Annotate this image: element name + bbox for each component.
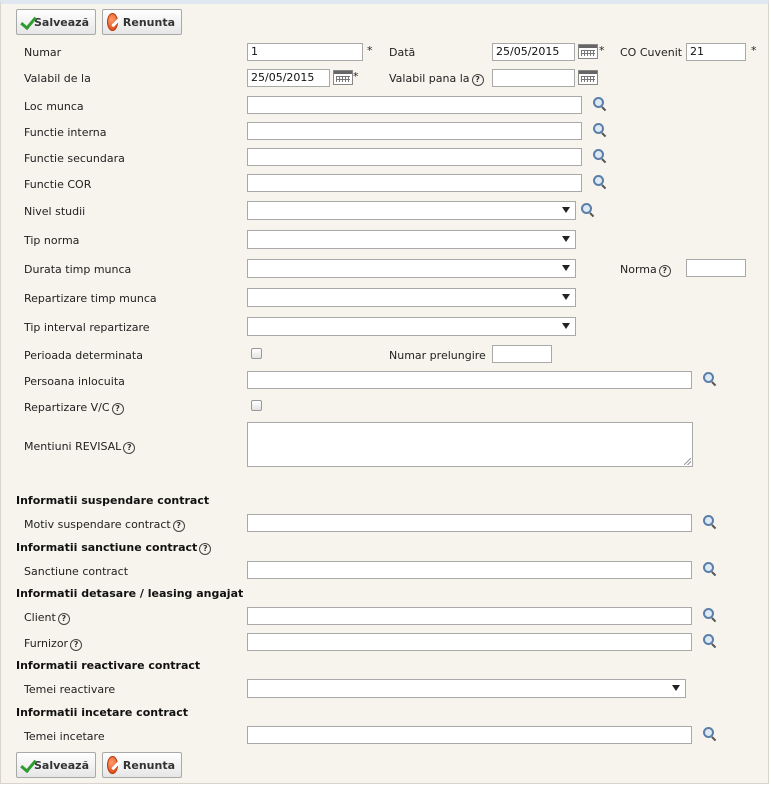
cancel-button-label: Renunta bbox=[122, 758, 175, 772]
cancel-button-top[interactable] bbox=[102, 9, 182, 35]
sanctiune-contract-input[interactable] bbox=[247, 561, 692, 579]
norma-text: Norma bbox=[620, 263, 657, 276]
persoana-inlocuita-label: Persoana inlocuita bbox=[24, 375, 125, 388]
temei-reactivare-label: Temei reactivare bbox=[24, 683, 116, 696]
help-icon[interactable]: ? bbox=[70, 639, 82, 651]
search-icon-functie-secundara[interactable] bbox=[593, 149, 607, 163]
valabil-pana-la-text: Valabil pana la bbox=[389, 72, 470, 85]
tip-interval-repartizare-select[interactable] bbox=[247, 317, 576, 336]
repartizare-vc-label bbox=[24, 401, 124, 415]
client-text: Client bbox=[24, 611, 56, 624]
sanctiune-contract-label: Sanctiune contract bbox=[24, 565, 129, 578]
cancel-button-bottom[interactable] bbox=[102, 752, 182, 778]
mentiuni-revisal-text: Mentiuni REVISAL bbox=[24, 440, 122, 453]
co-cuvenit-required: * bbox=[751, 44, 757, 57]
search-icon-persoana-inlocuita[interactable] bbox=[703, 372, 717, 386]
durata-timp-munca-select[interactable] bbox=[247, 259, 576, 278]
section-title-incetare: Informatii incetare contract bbox=[16, 706, 188, 719]
section-title-suspendare: Informatii suspendare contract bbox=[16, 494, 210, 507]
functie-cor-input[interactable] bbox=[247, 174, 582, 192]
co-cuvenit-input[interactable]: 21 bbox=[686, 43, 746, 61]
nivel-studii-label: Nivel studii bbox=[24, 205, 86, 218]
calendar-icon-valabil-pana-la[interactable] bbox=[578, 70, 598, 85]
valabil-pana-la-label bbox=[389, 72, 484, 86]
norma-label bbox=[620, 263, 671, 277]
save-button-bottom[interactable] bbox=[16, 752, 96, 778]
search-icon-loc-munca[interactable] bbox=[593, 97, 607, 111]
save-button-label: Salvează bbox=[34, 15, 89, 29]
perioada-determinata-label: Perioada determinata bbox=[24, 349, 143, 362]
repartizare-timp-munca-select[interactable] bbox=[247, 288, 576, 307]
client-label bbox=[24, 611, 70, 625]
numar-prelungire-label: Numar prelungire bbox=[389, 349, 486, 362]
perioada-determinata-checkbox[interactable] bbox=[251, 348, 262, 359]
search-icon-furnizor[interactable] bbox=[703, 634, 717, 648]
data-label: Dată bbox=[389, 46, 416, 59]
help-icon[interactable]: ? bbox=[472, 74, 484, 86]
furnizor-label bbox=[24, 637, 82, 651]
data-required: * bbox=[599, 44, 605, 57]
functie-interna-input[interactable] bbox=[247, 122, 582, 140]
persoana-inlocuita-input[interactable] bbox=[247, 371, 692, 389]
chevron-down-icon bbox=[562, 323, 570, 329]
search-icon-functie-interna[interactable] bbox=[593, 123, 607, 137]
tip-norma-select[interactable] bbox=[247, 230, 576, 249]
search-icon-client[interactable] bbox=[703, 608, 717, 622]
help-icon[interactable]: ? bbox=[659, 265, 671, 277]
functie-cor-label: Functie COR bbox=[24, 178, 92, 191]
functie-interna-label: Functie interna bbox=[24, 126, 107, 139]
search-icon-functie-cor[interactable] bbox=[593, 175, 607, 189]
cancel-icon bbox=[107, 13, 118, 31]
help-icon[interactable]: ? bbox=[112, 403, 124, 415]
temei-reactivare-select[interactable] bbox=[247, 679, 686, 698]
repartizare-vc-checkbox[interactable] bbox=[251, 400, 262, 411]
calendar-icon-valabil-de-la[interactable] bbox=[333, 70, 353, 85]
section-title-sanctiune bbox=[16, 541, 211, 555]
tip-norma-label: Tip norma bbox=[24, 234, 80, 247]
valabil-de-la-label: Valabil de la bbox=[24, 72, 91, 85]
motiv-suspendare-input[interactable] bbox=[247, 514, 692, 532]
section-title-reactivare: Informatii reactivare contract bbox=[16, 659, 201, 672]
cancel-icon bbox=[107, 756, 118, 774]
chevron-down-icon bbox=[672, 685, 680, 691]
numar-input[interactable]: 1 bbox=[247, 43, 363, 61]
valabil-de-la-required: * bbox=[353, 70, 359, 83]
save-button-label: Salvează bbox=[34, 758, 89, 772]
motiv-suspendare-text: Motiv suspendare contract bbox=[24, 518, 171, 531]
numar-prelungire-input[interactable] bbox=[492, 345, 552, 363]
help-icon[interactable]: ? bbox=[58, 613, 70, 625]
save-button-top[interactable] bbox=[16, 9, 96, 35]
mentiuni-revisal-label bbox=[24, 440, 135, 454]
numar-label: Numar bbox=[24, 46, 62, 59]
search-icon-nivel-studii[interactable] bbox=[581, 203, 595, 217]
help-icon[interactable]: ? bbox=[123, 442, 135, 454]
check-icon bbox=[21, 13, 29, 31]
loc-munca-label: Loc munca bbox=[24, 100, 84, 113]
functie-secundara-input[interactable] bbox=[247, 148, 582, 166]
furnizor-input[interactable] bbox=[247, 633, 692, 651]
numar-required: * bbox=[367, 44, 373, 57]
data-input[interactable]: 25/05/2015 bbox=[492, 43, 575, 61]
repartizare-timp-munca-label: Repartizare timp munca bbox=[24, 292, 157, 305]
search-icon-sanctiune-contract[interactable] bbox=[703, 562, 717, 576]
chevron-down-icon bbox=[562, 207, 570, 213]
tip-interval-repartizare-label: Tip interval repartizare bbox=[24, 321, 150, 334]
calendar-icon-data[interactable] bbox=[578, 44, 598, 59]
furnizor-text: Furnizor bbox=[24, 637, 69, 650]
help-icon[interactable]: ? bbox=[173, 520, 185, 532]
chevron-down-icon bbox=[562, 265, 570, 271]
valabil-de-la-input[interactable]: 25/05/2015 bbox=[247, 69, 330, 87]
search-icon-motiv-suspendare[interactable] bbox=[703, 515, 717, 529]
motiv-suspendare-label bbox=[24, 518, 185, 532]
temei-incetare-input[interactable] bbox=[247, 726, 692, 744]
help-icon[interactable]: ? bbox=[199, 543, 211, 555]
nivel-studii-select[interactable] bbox=[247, 201, 576, 220]
chevron-down-icon bbox=[562, 294, 570, 300]
loc-munca-input[interactable] bbox=[247, 96, 582, 114]
search-icon-temei-incetare[interactable] bbox=[703, 727, 717, 741]
mentiuni-revisal-textarea[interactable] bbox=[247, 422, 693, 467]
functie-secundara-label: Functie secundara bbox=[24, 152, 125, 165]
norma-input[interactable] bbox=[686, 259, 746, 277]
repartizare-vc-text: Repartizare V/C bbox=[24, 401, 110, 414]
section-title-detasare: Informatii detasare / leasing angajat bbox=[16, 587, 244, 600]
check-icon bbox=[21, 756, 29, 774]
temei-incetare-label: Temei incetare bbox=[24, 730, 105, 743]
chevron-down-icon bbox=[562, 236, 570, 242]
co-cuvenit-label: CO Cuvenit bbox=[620, 46, 683, 59]
valabil-pana-la-input[interactable] bbox=[492, 69, 575, 87]
cancel-button-label: Renunta bbox=[122, 15, 175, 29]
section-title-sanctiune-text: Informatii sanctiune contract bbox=[16, 541, 198, 554]
client-input[interactable] bbox=[247, 607, 692, 625]
durata-timp-munca-label: Durata timp munca bbox=[24, 263, 132, 276]
